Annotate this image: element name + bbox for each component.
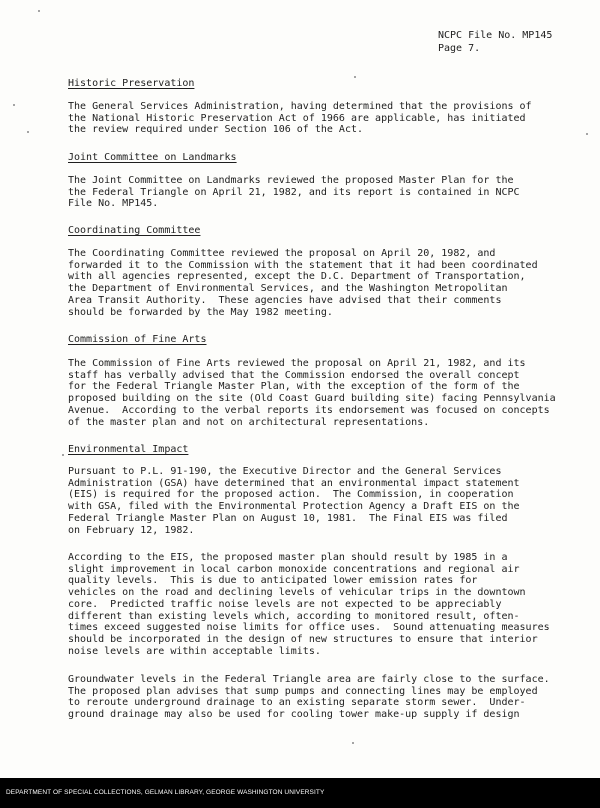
- text-line: with all agencies represented, except the D.C. Department of Transportation,: [68, 271, 526, 283]
- scan-speck: [38, 10, 40, 12]
- text-line: the Department of Environmental Services, and the Washington Metropolitan: [68, 283, 508, 295]
- text-line: forwarded it to the Commission with the statement that it had been coordinated: [68, 259, 538, 271]
- text-line: vehicles on the road and declining levels of vehicular trips in the downtown: [68, 587, 526, 599]
- paragraph-coordinating-committee: [68, 248, 538, 318]
- scan-speck: [13, 104, 15, 106]
- text-line: quality levels. This is due to anticipated lower emission rates for: [68, 575, 478, 587]
- text-line: on February 12, 1982.: [68, 524, 195, 536]
- text-line: The Coordinating Committee reviewed the proposal on April 20, 1982, and: [68, 248, 496, 259]
- text-line: should be forwarded by the May 1982 meeting.: [68, 306, 333, 318]
- scan-speck: [352, 742, 354, 744]
- text-line: the review required under Section 106 of the Act.: [68, 124, 364, 136]
- text-line: slight improvement in local carbon monoxide concentrations and regional air: [68, 563, 520, 575]
- text-line: The Commission of Fine Arts reviewed the proposal on April 21, 1982, and its: [68, 358, 526, 369]
- paragraph-historic-preservation: [68, 101, 532, 136]
- text-line: Area Transit Authority. These agencies have advised that their comments: [68, 294, 502, 306]
- paragraph-environmental-impact-2: [68, 552, 550, 657]
- text-line: proposed building on the site (Old Coast Guard building site) facing Pennsylvania: [68, 393, 556, 405]
- text-line: File No. MP145.: [68, 198, 159, 210]
- paragraph-fine-arts: [68, 358, 556, 428]
- text-line: The proposed plan advises that sump pumps and connecting lines may be employed: [68, 685, 538, 697]
- text-line: Federal Triangle Master Plan on August 10, 1981. The Final EIS was filed: [68, 512, 508, 524]
- text-line: staff has verbally advised that the Commission endorsed the overall concept: [68, 369, 520, 381]
- file-number: NCPC File No. MP145: [438, 30, 553, 41]
- text-line: The Joint Committee on Landmarks reviewed the proposed Master Plan for the: [68, 175, 514, 186]
- text-line: The General Services Administration, having determined that the provisions of: [68, 101, 532, 112]
- text-line: Pursuant to P.L. 91-190, the Executive Director and the General Services: [68, 466, 502, 477]
- paragraph-joint-committee: [68, 175, 520, 210]
- text-line: Groundwater levels in the Federal Triangle area are fairly close to the surface.: [68, 674, 550, 685]
- scan-speck: [62, 454, 64, 456]
- section-heading-joint-committee: Joint Committee on Landmarks: [68, 152, 237, 163]
- text-line: noise levels are within acceptable limits.: [68, 645, 321, 657]
- section-heading-environmental-impact: Environmental Impact: [68, 444, 189, 455]
- text-line: the National Historic Preservation Act of 1966 are applicable, has initiated: [68, 112, 526, 124]
- text-line: ground drainage may also be used for cooling tower make-up supply if design: [68, 709, 520, 721]
- text-line: the Federal Triangle on April 21, 1982, and its report is contained in NCPC: [68, 186, 520, 198]
- section-heading-fine-arts: Commission of Fine Arts: [68, 334, 207, 345]
- text-line: different than existing levels which, according to monitored result, often-: [68, 610, 520, 622]
- text-line: to reroute underground drainage to an existing separate storm sewer. Under-: [68, 697, 526, 709]
- text-line: should be incorporated in the design of new structures to ensure that interior: [68, 633, 538, 645]
- text-line: Administration (GSA) have determined that an environmental impact statement: [68, 477, 520, 489]
- text-line: According to the EIS, the proposed master plan should result by 1985 in a: [68, 552, 508, 563]
- text-line: core. Predicted traffic noise levels are not expected to be appreciably: [68, 598, 502, 610]
- text-line: times exceed suggested noise limits for office uses. Sound attenuating measures: [68, 622, 550, 634]
- text-line: Avenue. According to the verbal reports its endorsement was focused on concepts: [68, 404, 550, 416]
- paragraph-environmental-impact-1: [68, 466, 520, 536]
- text-line: of the master plan and not on architectural representations.: [68, 416, 430, 428]
- page-number: Page 7.: [438, 43, 481, 54]
- paragraph-environmental-impact-3: [68, 674, 550, 721]
- text-line: with GSA, filed with the Environmental Protection Agency a Draft EIS on the: [68, 501, 520, 513]
- archive-credit-footer: DEPARTMENT OF SPECIAL COLLECTIONS, GELMAN LIBRARY, GEORGE WASHINGTON UNIVERSITY: [0, 778, 600, 808]
- text-line: for the Federal Triangle Master Plan, with the exception of the form of the: [68, 381, 520, 393]
- text-line: (EIS) is required for the proposed action. The Commission, in cooperation: [68, 489, 514, 501]
- scan-speck: [586, 133, 588, 135]
- scan-speck: [27, 131, 29, 133]
- section-heading-historic-preservation: Historic Preservation: [68, 78, 195, 89]
- section-heading-coordinating-committee: Coordinating Committee: [68, 225, 201, 236]
- scan-speck: [354, 76, 356, 78]
- file-reference: [438, 29, 552, 55]
